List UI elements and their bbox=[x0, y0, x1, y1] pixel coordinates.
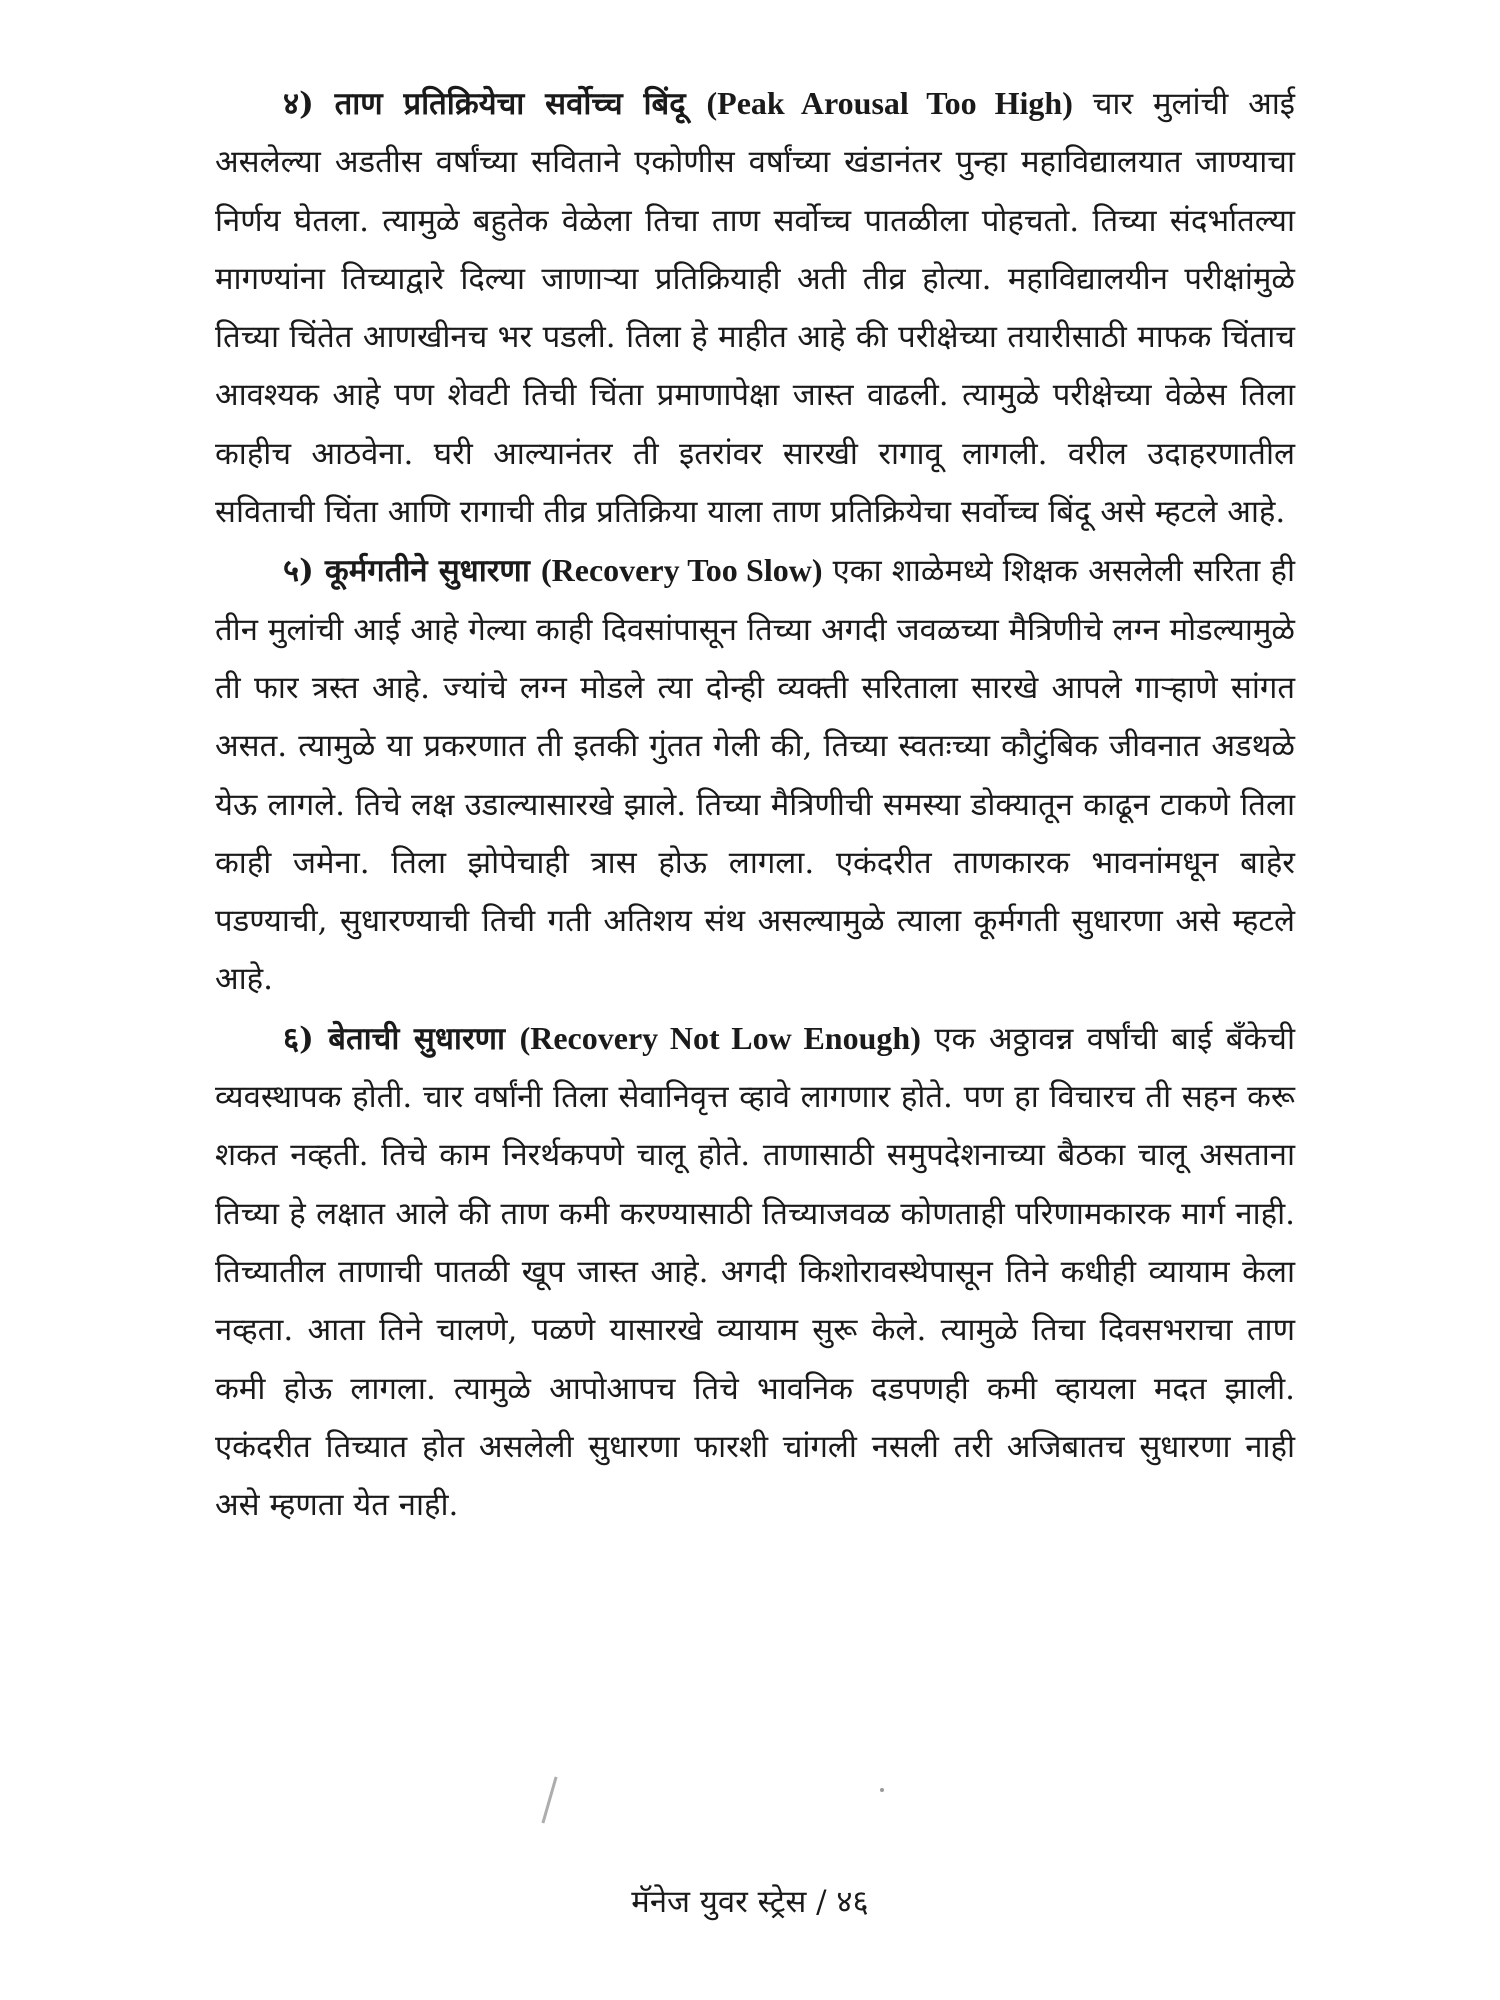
section-heading-marathi: ६) बेताची सुधारणा bbox=[283, 1020, 506, 1057]
section-peak-arousal bbox=[215, 74, 1295, 541]
section-recovery-not-low-enough bbox=[215, 1009, 1295, 1535]
section-recovery-too-slow bbox=[215, 541, 1295, 1008]
page-footer: मॅनेज युवर स्ट्रेस / ४६ bbox=[631, 1884, 869, 1920]
section-body: चार मुलांची आई असलेल्या अडतीस वर्षांच्या सविताने एकोणीस वर्षांच्या खंडानंतर पुन्हा महाविद्यालयात जाण्याचा निर्णय घेतला. त्यामुळे बहुतेक वेळेला तिचा ताण सर्वोच्च पातळीला पोहचतो. तिच्या संदर्भातल्या मागण्यांना तिच्याद्वारे दिल्या जाणाऱ्या प्रतिक्रियाही अती तीव्र होत्या. महाविद्यालयीन परीक्षांमुळे तिच्या चिंतेत आणखीनच भर पडली. तिला हे माहीत आहे की परीक्षेच्या तयारीसाठी माफक चिंताच आवश्यक आहे पण शेवटी तिची चिंता प्रमाणापेक्षा जास्त वाढली. त्यामुळे परीक्षेच्या वेळेस तिला काहीच आठवेना. घरी आल्यानंतर ती इतरांवर सारखी रागावू लागली. वरील उदाहरणातील सविताची चिंता आणि रागाची तीव्र प्रतिक्रिया याला ताण प्रतिक्रियेचा सर्वोच्च बिंदू असे म्हटले आहे. bbox=[215, 86, 1295, 531]
section-body: एक अठ्ठावन्न वर्षांची बाई बँकेची व्यवस्थापक होती. चार वर्षांनी तिला सेवानिवृत्त व्हावे लागणार होते. पण हा विचारच ती सहन करू शकत नव्हती. तिचे काम निरर्थकपणे चालू होते. ताणासाठी समुपदेशनाच्या बैठका चालू असताना तिच्या हे लक्षात आले की ताण कमी करण्यासाठी तिच्याजवळ कोणताही परिणामकारक मार्ग नाही. तिच्यातील ताणाची पातळी खूप जास्त आहे. अगदी किशोरावस्थेपासून तिने कधीही व्यायाम केला नव्हता. आता तिने चालणे, पळणे यासारखे व्यायाम सुरू केले. त्यामुळे तिचा दिवसभराचा ताण कमी होऊ लागला. त्यामुळे आपोआपच तिचे भावनिक दडपणही कमी व्हायला मदत झाली. एकंदरीत तिच्यात होत असलेली सुधारणा फारशी चांगली नसली तरी अजिबातच सुधारणा नाही असे म्हणता येत नाही. bbox=[215, 1020, 1295, 1524]
section-heading-english: (Recovery Too Slow) bbox=[540, 552, 823, 589]
section-heading bbox=[283, 1021, 921, 1057]
page-body bbox=[215, 74, 1295, 1794]
section-heading bbox=[283, 86, 1073, 122]
section-heading-english: (Recovery Not Low Enough) bbox=[519, 1019, 921, 1056]
section-heading-marathi: ५) कूर्मगतीने सुधारणा bbox=[283, 553, 530, 590]
section-body: एका शाळेमध्ये शिक्षक असलेली सरिता ही तीन मुलांची आई आहे गेल्या काही दिवसांपासून तिच्या अगदी जवळच्या मैत्रिणीचे लग्न मोडल्यामुळे ती फार त्रस्त आहे. ज्यांचे लग्न मोडले त्या दोन्ही व्यक्ती सरिताला सारखे आपले गाऱ्हाणे सांगत असत. त्यामुळे या प्रकरणात ती इतकी गुंतत गेली की, तिच्या स्वतःच्या कौटुंबिक जीवनात अडथळे येऊ लागले. तिचे लक्ष उडाल्यासारखे झाले. तिच्या मैत्रिणीची समस्या डोक्यातून काढून टाकणे तिला काही जमेना. तिला झोपेचाही त्रास होऊ लागला. एकंदरीत ताणकारक भावनांमधून बाहेर पडण्याची, सुधारण्याची तिची गती अतिशय संथ असल्यामुळे त्याला कूर्मगती सुधारणा असे म्हटले आहे. bbox=[215, 553, 1295, 998]
section-heading-english: (Peak Arousal Too High) bbox=[706, 85, 1073, 121]
scan-artifact-dot bbox=[880, 1788, 884, 1792]
section-heading bbox=[283, 553, 822, 589]
section-heading-marathi: ४) ताण प्रतिक्रियेचा सर्वोच्च बिंदू bbox=[283, 86, 686, 122]
